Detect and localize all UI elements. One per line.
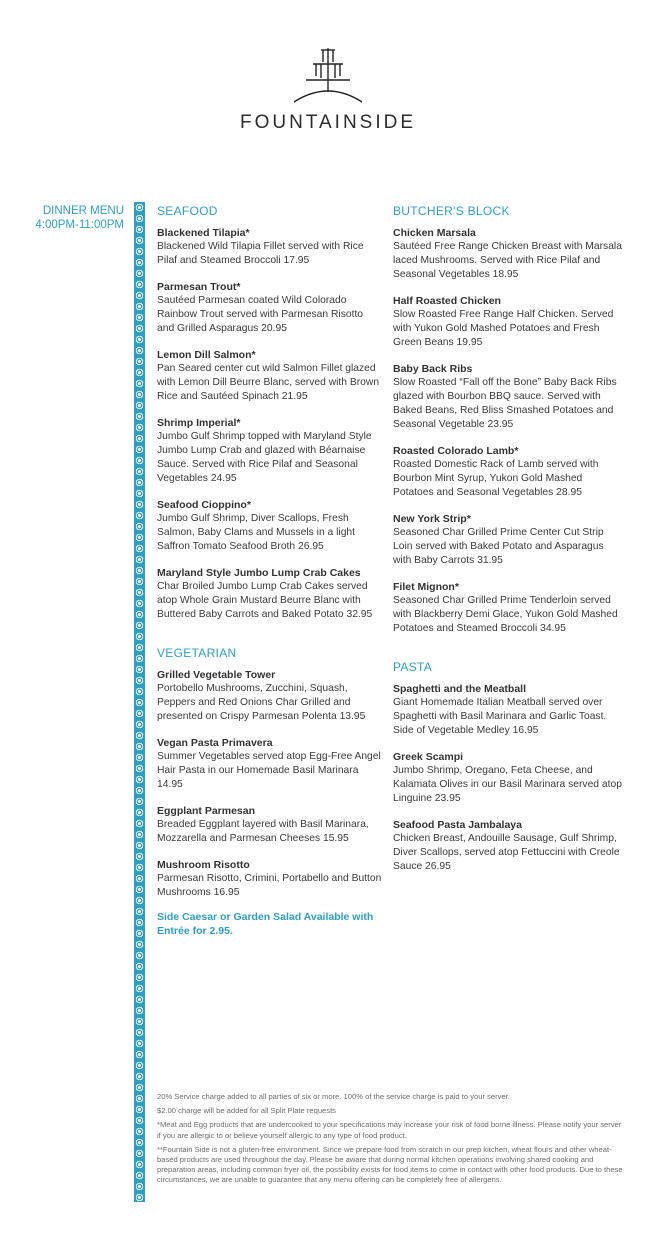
- item-description: Blackened Wild Tilapia Fillet served with Rice Pilaf and Steamed Broccoli 17.95: [157, 241, 364, 266]
- side-salad-note: Side Caesar or Garden Salad Available with Entrée for 2.95.: [157, 911, 374, 937]
- item-description: Slow Roasted “Fall off the Bone” Baby Back Ribs glazed with Bourbon BBQ sauce. Served with Baked Beans, Red Bliss Smashed Potatoes and Seasonal Vegetable 23.95: [393, 377, 617, 430]
- item-description: Jumbo Gulf Shrimp, Diver Scallops, Fresh Salmon, Baby Clams and Mussels in a light Saffron Tomato Seafood Broth 26.95: [157, 513, 356, 552]
- menu-item: [157, 566, 382, 622]
- item-description: Seasoned Char Grilled Prime Tenderloin served with Blackberry Demi Glace, Yukon Gold Mashed Potatoes and Steamed Broccoli 34.95: [393, 595, 618, 634]
- menu-column-right: [393, 204, 623, 886]
- item-name: Chicken Marsala: [393, 227, 476, 239]
- footer-note: *Meat and Egg products that are undercooked to your specifications may increase your risk of food borne illness. Please notify your server if you are allergic to or believe yourself allergic to any type of food product.: [157, 1120, 622, 1140]
- item-name: Grilled Vegetable Tower: [157, 669, 276, 681]
- section-spacer: [393, 648, 623, 660]
- item-description: Roasted Domestic Rack of Lamb served with Bourbon Mint Syrup, Yukon Gold Mashed Potatoes and Seasonal Vegetables 28.95: [393, 459, 599, 498]
- menu-item: [393, 226, 623, 282]
- footer-disclaimers: [157, 1092, 627, 1190]
- menu-item: [157, 804, 382, 846]
- brand-name: FOUNTAINSIDE: [239, 112, 417, 133]
- menu-hours-block: [35, 204, 124, 232]
- item-name: New York Strip*: [393, 513, 471, 525]
- item-name: Shrimp Imperial*: [157, 417, 241, 429]
- item-name: Lemon Dill Salmon*: [157, 349, 256, 361]
- fountain-logo: [0, 40, 656, 110]
- section-title: BUTCHER'S BLOCK: [393, 204, 510, 218]
- footer-note: 20% Service charge added to all parties of six or more. 100% of the service charge is paid to your server.: [157, 1092, 510, 1101]
- fountain-icon: [288, 40, 368, 110]
- menu-item: [157, 280, 382, 336]
- item-description: Char Broiled Jumbo Lump Crab Cakes served atop Whole Grain Mustard Beurre Blanc with Buttered Baby Carrots and Baked Potato 32.95: [157, 581, 373, 620]
- item-name: Roasted Colorado Lamb*: [393, 445, 519, 457]
- footer-note: **Fountain Side is not a gluten-free environment. Since we prepare food from scratch in our prep kitchen, wheat flours and other wheat-based products are used throughout the day. Please be aware that during normal kitchen operations involving shared cooking and preparation areas, including common fryer oil, the possibility exists for food items to come in contact with other food products. Due to these circumstances, we are unable to guarantee that any menu offering can be completely free of allergens.: [157, 1144, 623, 1185]
- menu-item: [393, 580, 623, 636]
- menu-item: [393, 818, 623, 874]
- item-name: Blackened Tilapia*: [157, 227, 250, 239]
- item-description: Jumbo Shrimp, Oregano, Feta Cheese, and Kalamata Olives in our Basil Marinara served atop Linguine 23.95: [393, 765, 622, 804]
- section-title: VEGETARIAN: [157, 646, 237, 660]
- item-name: Parmesan Trout*: [157, 281, 241, 293]
- menu-item: [393, 682, 623, 738]
- menu-column-left: [157, 204, 382, 912]
- item-description: Chicken Breast, Andouille Sausage, Gulf Shrimp, Diver Scallops, served atop Fettuccini with Creole Sauce 26.95: [393, 833, 620, 872]
- item-description: Giant Homemade Italian Meatball served over Spaghetti with Basil Marinara and Garlic Toast. Side of Vegetable Medley 16.95: [393, 697, 607, 736]
- decorative-pattern-strip: [134, 202, 145, 1202]
- item-description: Sautéed Free Range Chicken Breast with Marsala laced Mushrooms. Served with Rice Pilaf and Seasonal Vegetables 18.95: [393, 241, 622, 280]
- item-name: Greek Scampi: [393, 751, 464, 763]
- menu-item: [157, 668, 382, 724]
- menu-item: [157, 736, 382, 792]
- item-name: Maryland Style Jumbo Lump Crab Cakes: [157, 567, 361, 579]
- item-description: Parmesan Risotto, Crimini, Portabello and Button Mushrooms 16.95: [157, 873, 382, 898]
- menu-item: [157, 498, 382, 554]
- menu-item: [157, 858, 382, 900]
- item-name: Spaghetti and the Meatball: [393, 683, 527, 695]
- item-name: Seafood Cioppino*: [157, 499, 251, 511]
- section-title: SEAFOOD: [157, 204, 218, 218]
- menu-item: [393, 750, 623, 806]
- menu-item: [393, 294, 623, 350]
- item-description: Summer Vegetables served atop Egg-Free Angel Hair Pasta in our Homemade Basil Marinara 14.95: [157, 751, 381, 790]
- menu-item: [393, 444, 623, 500]
- item-name: Vegan Pasta Primavera: [157, 737, 273, 749]
- item-description: Sautéed Parmesan coated Wild Colorado Rainbow Trout served with Parmesan Risotto and Grilled Asparagus 20.95: [157, 295, 364, 334]
- menu-hours: 4:00PM-11:00PM: [35, 219, 124, 231]
- menu-item: [157, 348, 382, 404]
- item-name: Eggplant Parmesan: [157, 805, 256, 817]
- item-description: Portobello Mushrooms, Zucchini, Squash, Peppers and Red Onions Char Grilled and presented on Crispy Parmesan Polenta 13.95: [157, 683, 366, 722]
- menu-item: [393, 512, 623, 568]
- section-title: PASTA: [393, 660, 433, 674]
- item-name: Seafood Pasta Jambalaya: [393, 819, 522, 831]
- menu-item: [393, 362, 623, 432]
- menu-item: [157, 226, 382, 268]
- item-description: Breaded Eggplant layered with Basil Marinara, Mozzarella and Parmesan Cheeses 15.95: [157, 819, 369, 844]
- menu-label: DINNER MENU: [42, 205, 124, 217]
- item-name: Mushroom Risotto: [157, 859, 250, 871]
- menu-item: [157, 416, 382, 486]
- item-description: Pan Seared center cut wild Salmon Fillet glazed with Lemon Dill Beurre Blanc, served with Brown Rice and Sautéed Spinach 21.95: [157, 363, 380, 402]
- item-description: Slow Roasted Free Range Half Chicken. Served with Yukon Gold Mashed Potatoes and Fresh Green Beans 19.95: [393, 309, 614, 348]
- item-description: Seasoned Char Grilled Prime Center Cut Strip Loin served with Baked Potato and Asparagus with Baby Carrots 31.95: [393, 527, 604, 566]
- item-name: Half Roasted Chicken: [393, 295, 501, 307]
- item-name: Baby Back Ribs: [393, 363, 473, 375]
- item-name: Filet Mignon*: [393, 581, 459, 593]
- footer-note: $2.00 charge will be added for all Split Plate requests: [157, 1106, 336, 1116]
- section-spacer: [157, 634, 382, 646]
- item-description: Jumbo Gulf Shrimp topped with Maryland Style Jumbo Lump Crab and glazed with Béarnaise Sauce. Served with Rice Pilaf and Seasonal Vegetables 24.95: [157, 431, 372, 484]
